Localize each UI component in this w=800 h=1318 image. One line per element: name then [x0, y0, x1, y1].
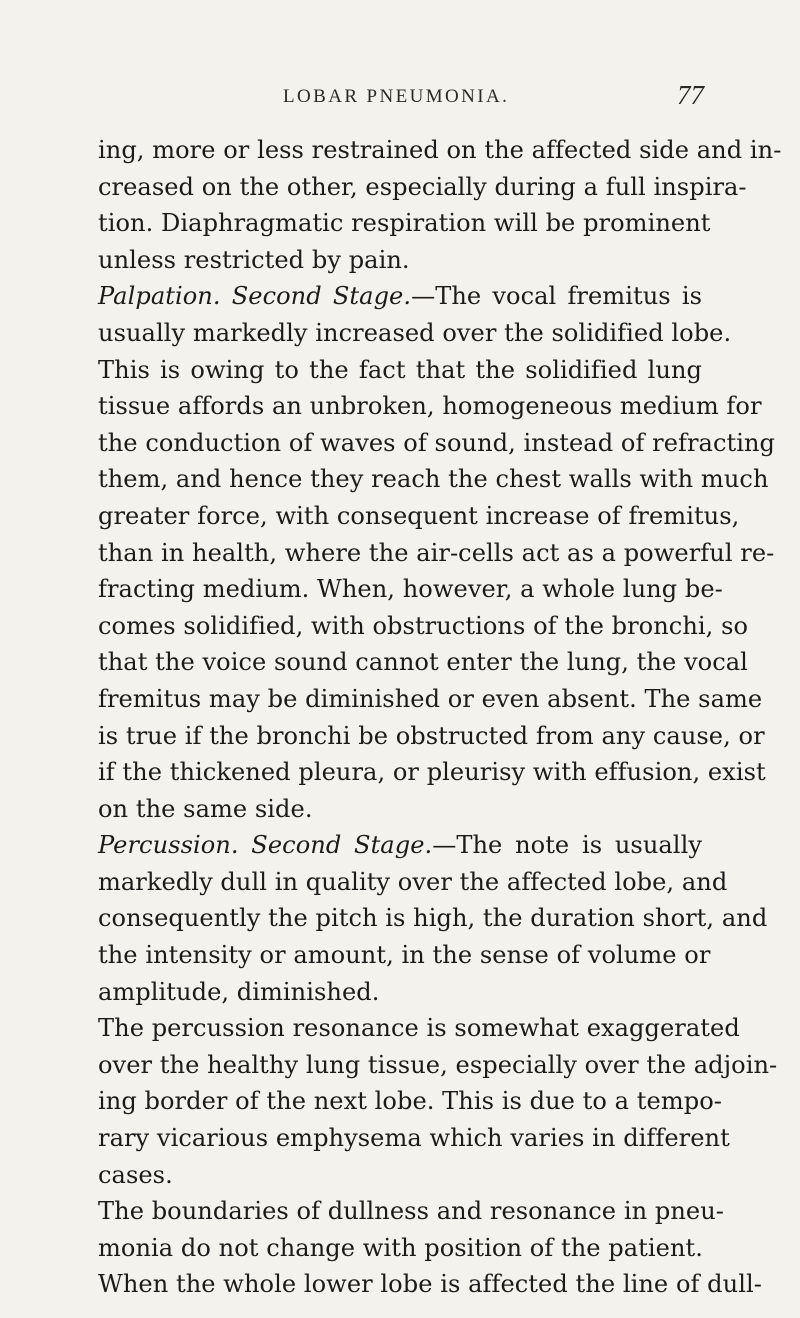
line-text: the intensity or amount, in the sense of volume or [98, 941, 711, 970]
text-line [98, 169, 747, 206]
line-text: ing, more or less restrained on the affected side and in- [98, 136, 782, 164]
line-text: markedly dull in quality over the affected lobe, and [98, 867, 728, 896]
line-text: monia do not change with position of the patient. [98, 1233, 703, 1262]
text-line [98, 1010, 740, 1047]
text-line [98, 1193, 724, 1230]
text-line [98, 498, 740, 535]
line-text: them, and hence they reach the chest walls with much [98, 465, 769, 494]
text-line [98, 425, 776, 462]
line-text: tissue affords an unbroken, homogeneous medium for [98, 392, 762, 421]
text-line [98, 1266, 762, 1303]
text-line [98, 315, 732, 352]
line-text: comes solidified, with obstructions of the bronchi, so [98, 611, 749, 640]
text-line [98, 1157, 702, 1194]
text-line [98, 900, 768, 937]
text-line [98, 461, 769, 498]
line-text: cases. [98, 1160, 173, 1189]
text-line [98, 1230, 702, 1267]
section-heading: Palpation. Second Stage. [98, 282, 412, 311]
line-text: rary vicarious emphysema which varies in different [98, 1124, 730, 1153]
line-text: that the voice sound cannot enter the lung, the vocal [98, 648, 748, 677]
line-text: —The vocal fremitus is [411, 282, 703, 311]
text-line [98, 1083, 722, 1120]
text-line [98, 791, 702, 828]
text-line [98, 242, 702, 279]
text-line [98, 1120, 730, 1157]
text-line [98, 864, 728, 901]
text-line [98, 388, 762, 425]
line-text: greater force, with consequent increase of fremitus, [98, 501, 740, 530]
line-text: fracting medium. When, however, a whole lung be- [98, 575, 723, 604]
line-text: unless restricted by pain. [98, 245, 410, 274]
line-text: tion. Diaphragmatic respiration will be prominent [98, 209, 711, 238]
line-text: ing border of the next lobe. This is due to a tempo- [98, 1087, 722, 1116]
line-text: the conduction of waves of sound, instead of refracting [98, 428, 776, 457]
text-line [98, 754, 766, 791]
body-text [98, 132, 782, 1303]
text-line [98, 1047, 778, 1084]
line-text: The boundaries of dullness and resonance in pneu- [98, 1197, 724, 1226]
page-number: 77 [677, 80, 704, 110]
text-line [98, 937, 711, 974]
running-head [0, 80, 800, 116]
line-text: amplitude, diminished. [98, 977, 380, 1006]
text-line [98, 827, 702, 864]
running-title: LOBAR PNEUMONIA. [283, 86, 510, 107]
text-line [98, 352, 702, 389]
text-line [98, 571, 723, 608]
line-text: consequently the pitch is high, the duration short, and [98, 904, 768, 933]
line-text: The percussion resonance is somewhat exaggerated [98, 1014, 740, 1043]
line-text: over the healthy lung tissue, especially over the adjoin- [98, 1050, 778, 1079]
text-line [98, 718, 765, 755]
text-line [98, 205, 711, 242]
line-text: —The note is usually [432, 831, 702, 860]
line-text: usually markedly increased over the solidified lobe. [98, 318, 732, 347]
line-text: is true if the bronchi be obstructed from any cause, or [98, 721, 765, 750]
text-line [98, 974, 702, 1011]
line-text: This is owing to the fact that the solidified lung [98, 355, 702, 384]
text-line [98, 278, 702, 315]
line-text: creased on the other, especially during a full inspira- [98, 172, 747, 201]
line-text: if the thickened pleura, or pleurisy with effusion, exist [98, 758, 766, 787]
line-text: fremitus may be diminished or even absent. The same [98, 684, 763, 713]
text-line [98, 608, 749, 645]
text-line [98, 681, 763, 718]
text-line [98, 535, 775, 572]
text-line [98, 132, 782, 169]
line-text: than in health, where the air-cells act as a powerful re- [98, 538, 775, 567]
line-text: on the same side. [98, 794, 313, 823]
section-heading: Percussion. Second Stage. [98, 831, 433, 860]
line-text: When the whole lower lobe is affected the line of dull- [98, 1270, 762, 1299]
text-line [98, 644, 748, 681]
